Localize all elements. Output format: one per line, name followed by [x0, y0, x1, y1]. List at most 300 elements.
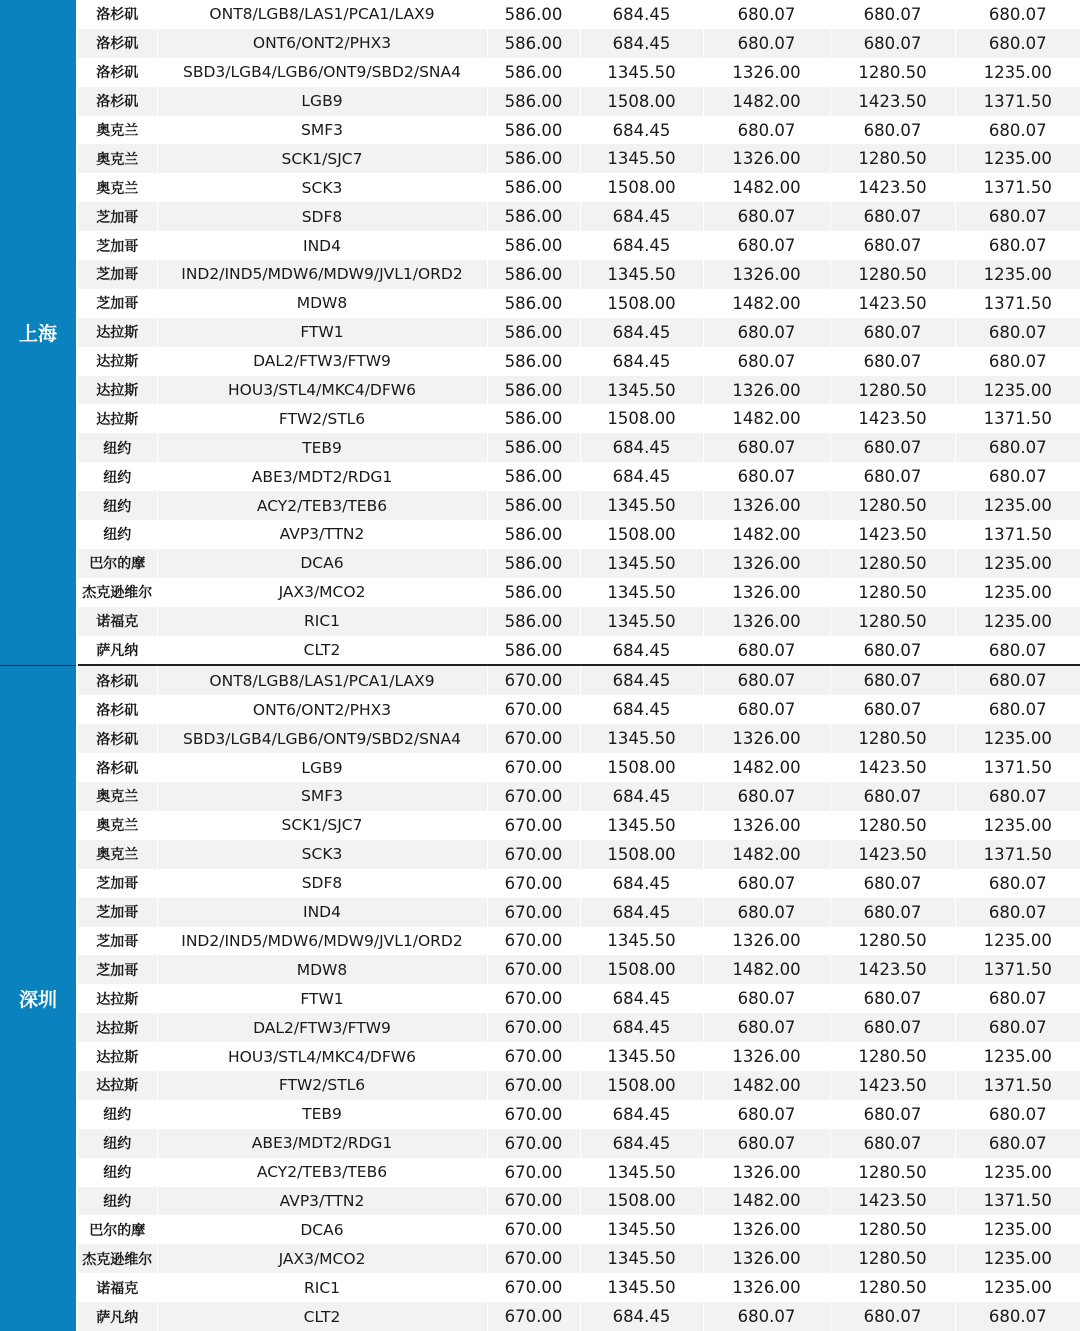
- destination-city: 达拉斯: [77, 984, 157, 1013]
- price-col-1: 670.00: [487, 1158, 580, 1187]
- table-row: [0, 1042, 1080, 1071]
- price-col-2: 1345.50: [580, 1273, 703, 1302]
- destination-city: 纽约: [77, 1158, 157, 1187]
- warehouse-codes: FTW2/STL6: [157, 1071, 487, 1100]
- warehouse-codes: DCA6: [157, 549, 487, 578]
- price-col-3: 1482.00: [703, 840, 830, 869]
- table-row: [0, 1013, 1080, 1042]
- price-col-2: 684.45: [580, 231, 703, 260]
- price-col-5: 1235.00: [955, 811, 1080, 840]
- warehouse-codes: ONT8/LGB8/LAS1/PCA1/LAX9: [157, 0, 487, 29]
- price-col-3: 680.07: [703, 782, 830, 811]
- warehouse-codes: AVP3/TTN2: [157, 1187, 487, 1216]
- price-col-1: 586.00: [487, 607, 580, 636]
- price-col-4: 680.07: [830, 984, 955, 1013]
- price-col-1: 586.00: [487, 462, 580, 491]
- price-col-1: 670.00: [487, 665, 580, 695]
- price-col-5: 1371.50: [955, 955, 1080, 984]
- price-col-3: 1482.00: [703, 404, 830, 433]
- price-col-2: 1345.50: [580, 1215, 703, 1244]
- destination-city: 达拉斯: [77, 376, 157, 405]
- destination-city: 洛杉矶: [77, 724, 157, 753]
- price-col-2: 1345.50: [580, 144, 703, 173]
- table-row: [0, 607, 1080, 636]
- price-col-3: 680.07: [703, 202, 830, 231]
- price-col-2: 1345.50: [580, 607, 703, 636]
- price-col-3: 1326.00: [703, 578, 830, 607]
- warehouse-codes: DCA6: [157, 1215, 487, 1244]
- warehouse-codes: LGB9: [157, 87, 487, 116]
- price-col-2: 1508.00: [580, 87, 703, 116]
- price-col-3: 1482.00: [703, 520, 830, 549]
- table-row: [0, 347, 1080, 376]
- destination-city: 纽约: [77, 1129, 157, 1158]
- table-row: [0, 578, 1080, 607]
- price-col-4: 1280.50: [830, 927, 955, 956]
- warehouse-codes: SDF8: [157, 869, 487, 898]
- table-row: [0, 753, 1080, 782]
- price-col-1: 586.00: [487, 376, 580, 405]
- price-col-3: 1326.00: [703, 927, 830, 956]
- table-row: [0, 1302, 1080, 1331]
- price-col-5: 1235.00: [955, 491, 1080, 520]
- destination-city: 纽约: [77, 433, 157, 462]
- price-col-2: 684.45: [580, 695, 703, 724]
- destination-city: 芝加哥: [77, 202, 157, 231]
- price-col-1: 586.00: [487, 404, 580, 433]
- warehouse-codes: ABE3/MDT2/RDG1: [157, 1129, 487, 1158]
- price-col-5: 1371.50: [955, 173, 1080, 202]
- price-col-1: 586.00: [487, 58, 580, 87]
- price-col-3: 1482.00: [703, 955, 830, 984]
- price-col-1: 670.00: [487, 782, 580, 811]
- price-col-4: 1423.50: [830, 87, 955, 116]
- price-col-4: 680.07: [830, 29, 955, 58]
- warehouse-codes: ACY2/TEB3/TEB6: [157, 1158, 487, 1187]
- price-col-4: 680.07: [830, 695, 955, 724]
- price-col-1: 586.00: [487, 347, 580, 376]
- price-col-5: 1235.00: [955, 1273, 1080, 1302]
- price-col-2: 1508.00: [580, 1071, 703, 1100]
- destination-city: 诺福克: [77, 607, 157, 636]
- warehouse-codes: JAX3/MCO2: [157, 578, 487, 607]
- price-col-2: 1345.50: [580, 491, 703, 520]
- table-row: [0, 376, 1080, 405]
- price-col-2: 684.45: [580, 898, 703, 927]
- origin-port-cell: 上海: [0, 0, 77, 665]
- destination-city: 奥克兰: [77, 782, 157, 811]
- table-row: [0, 260, 1080, 289]
- price-col-4: 1423.50: [830, 1187, 955, 1216]
- price-col-1: 670.00: [487, 1071, 580, 1100]
- price-col-5: 680.07: [955, 984, 1080, 1013]
- price-col-4: 1280.50: [830, 549, 955, 578]
- price-col-5: 1371.50: [955, 1187, 1080, 1216]
- price-col-2: 1508.00: [580, 520, 703, 549]
- price-col-2: 1345.50: [580, 811, 703, 840]
- destination-city: 达拉斯: [77, 1071, 157, 1100]
- destination-city: 芝加哥: [77, 289, 157, 318]
- price-col-5: 1235.00: [955, 1158, 1080, 1187]
- warehouse-codes: SCK1/SJC7: [157, 144, 487, 173]
- price-col-3: 1482.00: [703, 87, 830, 116]
- price-col-1: 670.00: [487, 1215, 580, 1244]
- price-col-1: 586.00: [487, 0, 580, 29]
- warehouse-codes: ABE3/MDT2/RDG1: [157, 462, 487, 491]
- price-col-2: 1508.00: [580, 840, 703, 869]
- price-col-3: 1326.00: [703, 491, 830, 520]
- price-col-4: 680.07: [830, 1302, 955, 1331]
- warehouse-codes: HOU3/STL4/MKC4/DFW6: [157, 376, 487, 405]
- price-col-5: 1371.50: [955, 753, 1080, 782]
- price-col-2: 1345.50: [580, 549, 703, 578]
- price-col-4: 680.07: [830, 782, 955, 811]
- price-col-2: 684.45: [580, 636, 703, 666]
- price-col-2: 684.45: [580, 1013, 703, 1042]
- table-row: [0, 869, 1080, 898]
- price-col-5: 680.07: [955, 1129, 1080, 1158]
- price-col-4: 680.07: [830, 318, 955, 347]
- price-col-4: 680.07: [830, 1129, 955, 1158]
- price-col-3: 1482.00: [703, 753, 830, 782]
- price-col-2: 1508.00: [580, 955, 703, 984]
- price-col-5: 1235.00: [955, 1042, 1080, 1071]
- price-col-3: 680.07: [703, 1129, 830, 1158]
- warehouse-codes: ONT6/ONT2/PHX3: [157, 695, 487, 724]
- price-col-5: 1235.00: [955, 607, 1080, 636]
- table-row: [0, 549, 1080, 578]
- price-col-5: 1371.50: [955, 1071, 1080, 1100]
- price-col-3: 1326.00: [703, 1158, 830, 1187]
- price-col-5: 1235.00: [955, 58, 1080, 87]
- table-row: [0, 636, 1080, 666]
- warehouse-codes: FTW1: [157, 318, 487, 347]
- price-col-2: 1345.50: [580, 927, 703, 956]
- price-col-5: 1235.00: [955, 376, 1080, 405]
- warehouse-codes: CLT2: [157, 1302, 487, 1331]
- table-row: [0, 29, 1080, 58]
- price-col-4: 1423.50: [830, 955, 955, 984]
- price-col-4: 1423.50: [830, 404, 955, 433]
- price-col-3: 1326.00: [703, 607, 830, 636]
- price-col-5: 1235.00: [955, 1215, 1080, 1244]
- price-col-2: 684.45: [580, 433, 703, 462]
- price-col-1: 670.00: [487, 1273, 580, 1302]
- table-row: [0, 58, 1080, 87]
- destination-city: 纽约: [77, 1100, 157, 1129]
- price-col-5: 680.07: [955, 1013, 1080, 1042]
- price-col-3: 680.07: [703, 869, 830, 898]
- warehouse-codes: SMF3: [157, 116, 487, 145]
- warehouse-codes: FTW2/STL6: [157, 404, 487, 433]
- price-col-2: 684.45: [580, 665, 703, 695]
- price-col-4: 680.07: [830, 898, 955, 927]
- price-col-4: 1280.50: [830, 260, 955, 289]
- warehouse-codes: SCK1/SJC7: [157, 811, 487, 840]
- price-col-4: 1423.50: [830, 753, 955, 782]
- price-col-3: 680.07: [703, 665, 830, 695]
- destination-city: 纽约: [77, 491, 157, 520]
- price-col-1: 586.00: [487, 116, 580, 145]
- table-row: [0, 1244, 1080, 1273]
- price-col-1: 670.00: [487, 695, 580, 724]
- price-col-1: 670.00: [487, 1129, 580, 1158]
- price-col-2: 1345.50: [580, 578, 703, 607]
- price-col-1: 670.00: [487, 1187, 580, 1216]
- warehouse-codes: JAX3/MCO2: [157, 1244, 487, 1273]
- price-col-4: 1280.50: [830, 1273, 955, 1302]
- table-row: [0, 898, 1080, 927]
- destination-city: 芝加哥: [77, 231, 157, 260]
- price-col-3: 680.07: [703, 29, 830, 58]
- destination-city: 芝加哥: [77, 869, 157, 898]
- price-col-5: 680.07: [955, 462, 1080, 491]
- destination-city: 杰克逊维尔: [77, 578, 157, 607]
- price-col-2: 1508.00: [580, 289, 703, 318]
- price-col-2: 684.45: [580, 869, 703, 898]
- price-col-1: 670.00: [487, 1042, 580, 1071]
- price-col-5: 680.07: [955, 1302, 1080, 1331]
- warehouse-codes: ACY2/TEB3/TEB6: [157, 491, 487, 520]
- table-row: [0, 1071, 1080, 1100]
- price-col-2: 684.45: [580, 462, 703, 491]
- price-col-5: 680.07: [955, 318, 1080, 347]
- price-col-2: 684.45: [580, 29, 703, 58]
- destination-city: 洛杉矶: [77, 0, 157, 29]
- price-col-4: 1423.50: [830, 520, 955, 549]
- destination-city: 纽约: [77, 1187, 157, 1216]
- price-col-2: 1508.00: [580, 1187, 703, 1216]
- price-col-1: 586.00: [487, 549, 580, 578]
- price-col-1: 670.00: [487, 1013, 580, 1042]
- price-col-4: 1423.50: [830, 289, 955, 318]
- price-col-1: 586.00: [487, 318, 580, 347]
- warehouse-codes: MDW8: [157, 955, 487, 984]
- destination-city: 奥克兰: [77, 116, 157, 145]
- price-col-2: 1345.50: [580, 1244, 703, 1273]
- price-col-3: 680.07: [703, 1013, 830, 1042]
- price-col-3: 680.07: [703, 898, 830, 927]
- warehouse-codes: IND2/IND5/MDW6/MDW9/JVL1/ORD2: [157, 927, 487, 956]
- price-col-5: 680.07: [955, 29, 1080, 58]
- price-col-4: 1280.50: [830, 1158, 955, 1187]
- destination-city: 洛杉矶: [77, 58, 157, 87]
- price-col-3: 1326.00: [703, 549, 830, 578]
- warehouse-codes: ONT8/LGB8/LAS1/PCA1/LAX9: [157, 665, 487, 695]
- price-col-5: 1235.00: [955, 549, 1080, 578]
- price-col-2: 684.45: [580, 202, 703, 231]
- price-col-5: 1235.00: [955, 927, 1080, 956]
- table-row: [0, 1215, 1080, 1244]
- price-col-3: 680.07: [703, 0, 830, 29]
- price-col-3: 680.07: [703, 231, 830, 260]
- destination-city: 奥克兰: [77, 173, 157, 202]
- price-col-2: 684.45: [580, 318, 703, 347]
- destination-city: 达拉斯: [77, 347, 157, 376]
- destination-city: 芝加哥: [77, 927, 157, 956]
- table-row: [0, 955, 1080, 984]
- price-col-4: 1280.50: [830, 724, 955, 753]
- destination-city: 达拉斯: [77, 404, 157, 433]
- price-col-4: 680.07: [830, 433, 955, 462]
- price-col-5: 680.07: [955, 695, 1080, 724]
- price-col-1: 586.00: [487, 144, 580, 173]
- price-col-3: 680.07: [703, 318, 830, 347]
- destination-city: 芝加哥: [77, 955, 157, 984]
- price-col-5: 680.07: [955, 231, 1080, 260]
- price-col-5: 680.07: [955, 433, 1080, 462]
- table-row: [0, 491, 1080, 520]
- destination-city: 洛杉矶: [77, 665, 157, 695]
- price-col-3: 680.07: [703, 1100, 830, 1129]
- table-row: [0, 1158, 1080, 1187]
- price-col-5: 680.07: [955, 869, 1080, 898]
- warehouse-codes: HOU3/STL4/MKC4/DFW6: [157, 1042, 487, 1071]
- price-col-1: 670.00: [487, 811, 580, 840]
- destination-city: 洛杉矶: [77, 695, 157, 724]
- warehouse-codes: MDW8: [157, 289, 487, 318]
- price-col-3: 680.07: [703, 984, 830, 1013]
- price-col-5: 1371.50: [955, 520, 1080, 549]
- price-col-5: 1235.00: [955, 578, 1080, 607]
- price-col-2: 684.45: [580, 347, 703, 376]
- table-row: [0, 289, 1080, 318]
- table-row: [0, 1100, 1080, 1129]
- price-col-5: 680.07: [955, 116, 1080, 145]
- price-col-4: 680.07: [830, 665, 955, 695]
- price-col-5: 1371.50: [955, 840, 1080, 869]
- warehouse-codes: TEB9: [157, 1100, 487, 1129]
- warehouse-codes: SBD3/LGB4/LGB6/ONT9/SBD2/SNA4: [157, 58, 487, 87]
- warehouse-codes: CLT2: [157, 636, 487, 666]
- price-col-4: 1423.50: [830, 173, 955, 202]
- destination-city: 洛杉矶: [77, 87, 157, 116]
- price-col-5: 680.07: [955, 782, 1080, 811]
- price-col-1: 586.00: [487, 491, 580, 520]
- price-col-1: 670.00: [487, 898, 580, 927]
- price-col-1: 586.00: [487, 636, 580, 666]
- price-col-4: 1423.50: [830, 1071, 955, 1100]
- price-col-4: 1280.50: [830, 144, 955, 173]
- price-col-5: 1371.50: [955, 87, 1080, 116]
- destination-city: 芝加哥: [77, 260, 157, 289]
- price-col-3: 1326.00: [703, 376, 830, 405]
- price-col-2: 1345.50: [580, 724, 703, 753]
- warehouse-codes: SMF3: [157, 782, 487, 811]
- price-col-3: 1326.00: [703, 58, 830, 87]
- table-row: [0, 520, 1080, 549]
- price-col-2: 684.45: [580, 1100, 703, 1129]
- price-col-3: 680.07: [703, 1302, 830, 1331]
- price-col-4: 1280.50: [830, 607, 955, 636]
- price-col-4: 1280.50: [830, 1244, 955, 1273]
- origin-port-cell: 深圳: [0, 665, 77, 1330]
- destination-city: 达拉斯: [77, 1042, 157, 1071]
- price-col-5: 1235.00: [955, 1244, 1080, 1273]
- price-col-4: 680.07: [830, 116, 955, 145]
- price-col-3: 1326.00: [703, 260, 830, 289]
- price-col-4: 1280.50: [830, 1042, 955, 1071]
- table-row: [0, 144, 1080, 173]
- price-col-3: 680.07: [703, 433, 830, 462]
- price-col-2: 1345.50: [580, 260, 703, 289]
- price-col-3: 680.07: [703, 636, 830, 666]
- price-col-1: 586.00: [487, 289, 580, 318]
- table-row: [0, 173, 1080, 202]
- price-col-2: 684.45: [580, 1302, 703, 1331]
- destination-city: 纽约: [77, 520, 157, 549]
- table-row: [0, 0, 1080, 29]
- price-col-1: 670.00: [487, 1244, 580, 1273]
- price-col-2: 1508.00: [580, 753, 703, 782]
- price-col-2: 1345.50: [580, 1042, 703, 1071]
- price-col-3: 1326.00: [703, 144, 830, 173]
- table-row: [0, 840, 1080, 869]
- price-col-5: 680.07: [955, 202, 1080, 231]
- price-col-1: 670.00: [487, 984, 580, 1013]
- table-row: [0, 1187, 1080, 1216]
- price-col-3: 680.07: [703, 116, 830, 145]
- price-col-2: 1345.50: [580, 58, 703, 87]
- price-col-4: 680.07: [830, 869, 955, 898]
- destination-city: 杰克逊维尔: [77, 1244, 157, 1273]
- price-col-3: 1482.00: [703, 289, 830, 318]
- table-row: [0, 202, 1080, 231]
- table-row: [0, 782, 1080, 811]
- warehouse-codes: SBD3/LGB4/LGB6/ONT9/SBD2/SNA4: [157, 724, 487, 753]
- table-row: [0, 984, 1080, 1013]
- price-col-3: 1482.00: [703, 1071, 830, 1100]
- price-col-4: 1280.50: [830, 376, 955, 405]
- warehouse-codes: SCK3: [157, 173, 487, 202]
- warehouse-codes: LGB9: [157, 753, 487, 782]
- price-col-3: 1326.00: [703, 1273, 830, 1302]
- price-col-4: 680.07: [830, 1100, 955, 1129]
- price-col-4: 1280.50: [830, 1215, 955, 1244]
- price-col-4: 680.07: [830, 636, 955, 666]
- price-col-5: 1371.50: [955, 404, 1080, 433]
- price-col-4: 680.07: [830, 231, 955, 260]
- destination-city: 萨凡纳: [77, 636, 157, 666]
- price-col-2: 684.45: [580, 984, 703, 1013]
- price-col-1: 586.00: [487, 520, 580, 549]
- price-col-3: 680.07: [703, 695, 830, 724]
- price-col-4: 1280.50: [830, 811, 955, 840]
- price-col-2: 1345.50: [580, 1158, 703, 1187]
- price-col-2: 1508.00: [580, 404, 703, 433]
- price-col-3: 1326.00: [703, 811, 830, 840]
- table-row: [0, 695, 1080, 724]
- price-col-1: 586.00: [487, 202, 580, 231]
- warehouse-codes: DAL2/FTW3/FTW9: [157, 1013, 487, 1042]
- price-col-3: 1482.00: [703, 173, 830, 202]
- warehouse-codes: TEB9: [157, 433, 487, 462]
- price-col-4: 1280.50: [830, 491, 955, 520]
- destination-city: 洛杉矶: [77, 753, 157, 782]
- warehouse-codes: IND4: [157, 231, 487, 260]
- price-col-3: 1326.00: [703, 1215, 830, 1244]
- price-col-3: 1326.00: [703, 1042, 830, 1071]
- price-col-4: 1280.50: [830, 58, 955, 87]
- price-col-2: 684.45: [580, 1129, 703, 1158]
- warehouse-codes: DAL2/FTW3/FTW9: [157, 347, 487, 376]
- price-col-4: 1423.50: [830, 840, 955, 869]
- price-col-3: 680.07: [703, 462, 830, 491]
- price-col-1: 670.00: [487, 955, 580, 984]
- destination-city: 洛杉矶: [77, 29, 157, 58]
- price-col-4: 1280.50: [830, 578, 955, 607]
- destination-city: 纽约: [77, 462, 157, 491]
